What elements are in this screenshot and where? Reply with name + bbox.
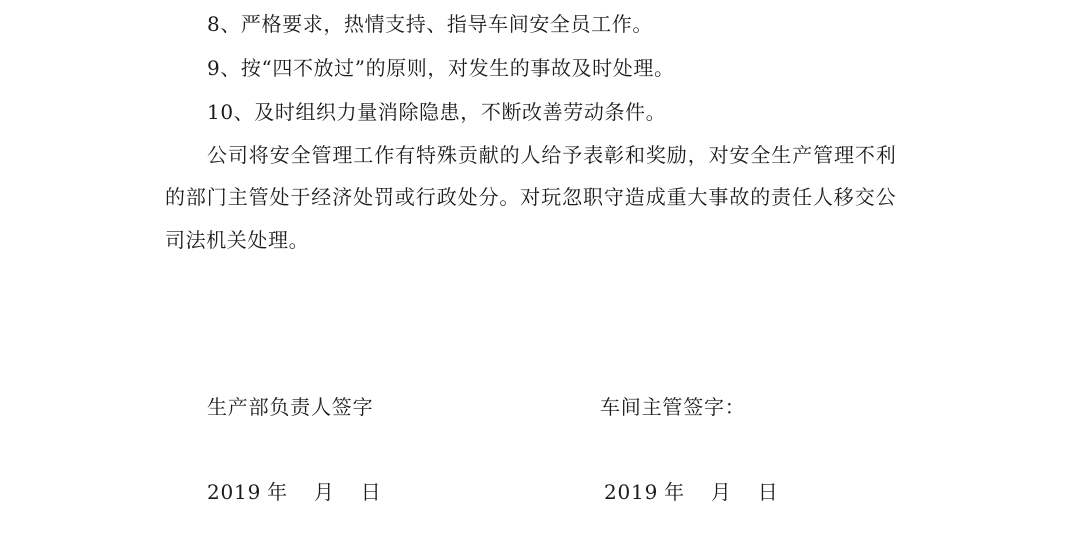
right-signature-date: [604, 480, 779, 504]
date-year-unit: 年: [267, 480, 288, 504]
paragraph-line-1: 公司将安全管理工作有特殊贡献的人给予表彰和奖励，对安全生产管理不利: [207, 143, 897, 167]
paragraph-line-2: 的部门主管处于经济处罚或行政处分。对玩忽职守造成重大事故的责任人移交公: [165, 185, 897, 209]
date-day-unit: 日: [360, 480, 382, 504]
workshop-supervisor-signature-label: 车间主管签字：: [600, 395, 746, 419]
list-item-10: 10、及时组织力量消除隐患，不断改善劳动条件。: [207, 100, 667, 124]
list-item-9: 9、按“四不放过”的原则，对发生的事故及时处理。: [207, 56, 675, 80]
paragraph-line-3: 司法机关处理。: [165, 228, 310, 252]
date-day-unit: 日: [757, 480, 779, 504]
date-year-unit: 年: [664, 480, 685, 504]
date-year: 2019: [207, 480, 262, 504]
date-year: 2019: [604, 480, 659, 504]
list-item-8: 8、严格要求，热情支持、指导车间安全员工作。: [207, 12, 653, 36]
date-month-unit: 月: [710, 480, 732, 504]
date-month-unit: 月: [313, 480, 335, 504]
left-signature-date: [207, 480, 382, 504]
production-head-signature-label: 生产部负责人签字: [207, 395, 374, 419]
